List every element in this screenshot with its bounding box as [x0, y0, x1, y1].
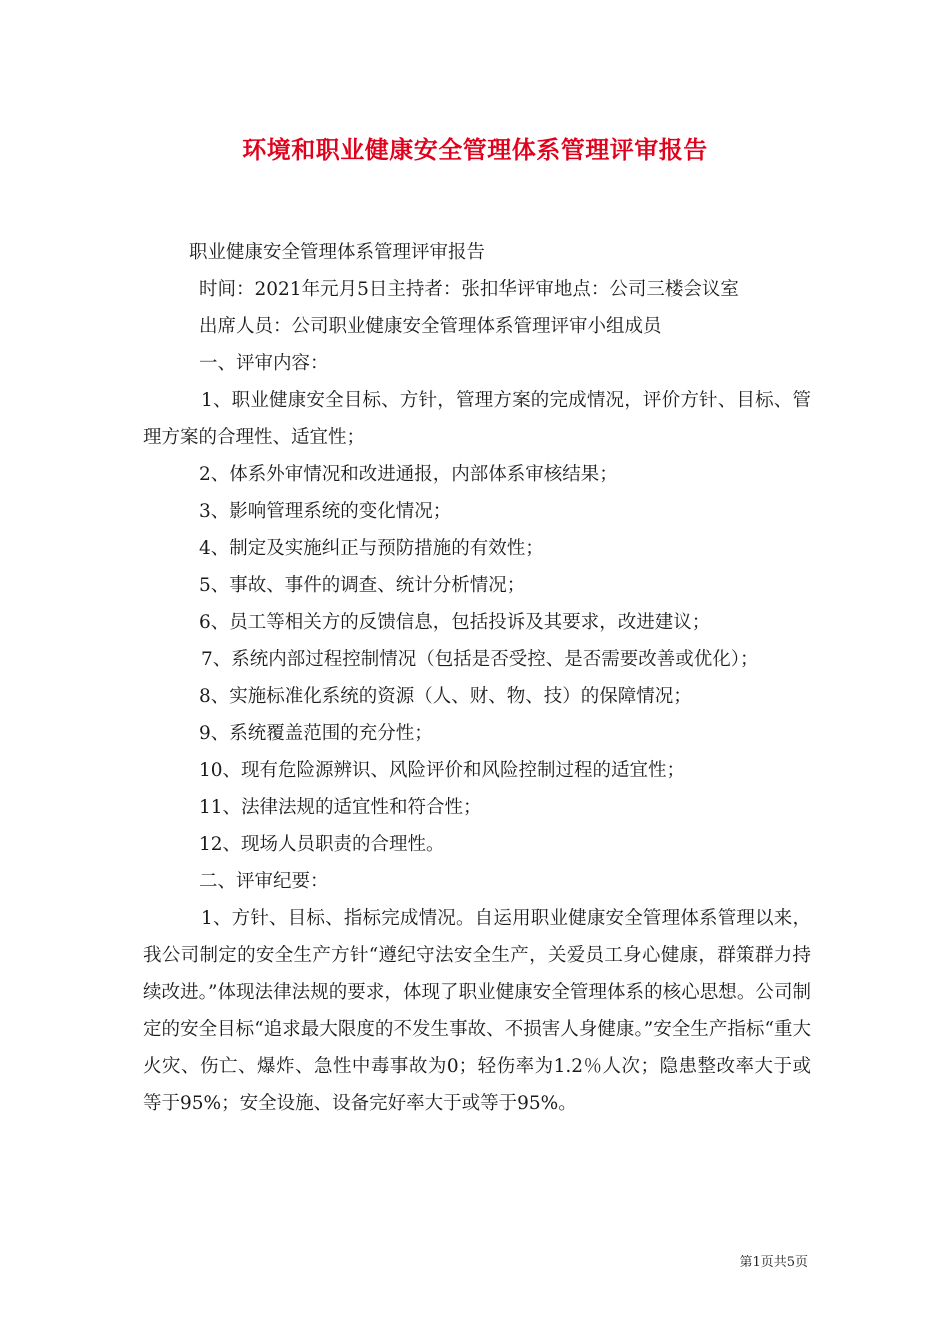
paragraph: 2、体系外审情况和改进通报，内部体系审核结果； [199, 464, 618, 485]
paragraph: 7、系统内部过程控制情况（包括是否受控、是否需要改善或优化）； [201, 649, 759, 670]
paragraph: 出席人员：公司职业健康安全管理体系管理评审小组成员 [199, 316, 662, 337]
paragraph: 8、实施标准化系统的资源（人、财、物、技）的保障情况； [199, 686, 692, 707]
paragraph: 3、影响管理系统的变化情况； [199, 501, 452, 522]
paragraph: 1、职业健康安全目标、方针，管理方案的完成情况，评价方针、目标、管理方案的合理性、适宜性； [143, 390, 811, 448]
paragraph: 1、方针、目标、指标完成情况。自运用职业健康安全管理体系管理以来，我公司制定的安全生产方针“遵纪守法安全生产，关爱员工身心健康，群策群力持续改进。”体现法律法规的要求，体现了职业健康安全管理体系的核心思想。公司制定的安全目标“追求最大限度的不发生事故、不损害人身健康。”安全生产指标“重大火灾、伤亡、爆炸、急性中毒事故为0；轻伤率为1.2％人次；隐患整改率大于或等于95%；安全设施、设备完好率大于或等于95%。 [143, 908, 811, 1114]
paragraph: 6、员工等相关方的反馈信息，包括投诉及其要求，改进建议； [199, 612, 711, 633]
paragraph: 二、评审纪要： [199, 871, 329, 892]
paragraph: 10、现有危险源辨识、风险评价和风险控制过程的适宜性； [199, 760, 686, 781]
paragraph: 时间：2021年元月5日主持者：张扣华评审地点：公司三楼会议室 [199, 279, 739, 300]
paragraph: 11、法律法规的适宜性和符合性； [199, 797, 482, 818]
paragraph: 5、事故、事件的调查、统计分析情况； [199, 575, 526, 596]
paragraph: 12、现场人员职责的合理性。 [199, 834, 445, 855]
paragraph: 9、系统覆盖范围的充分性； [199, 723, 433, 744]
paragraph: 一、评审内容： [199, 353, 329, 374]
document-title: 环境和职业健康安全管理体系管理评审报告 [242, 135, 708, 164]
document-body [143, 234, 811, 1122]
paragraph: 职业健康安全管理体系管理评审报告 [189, 242, 486, 263]
page-footer: 第1页共5页 [739, 1255, 808, 1270]
paragraph: 4、制定及实施纠正与预防措施的有效性； [199, 538, 544, 559]
